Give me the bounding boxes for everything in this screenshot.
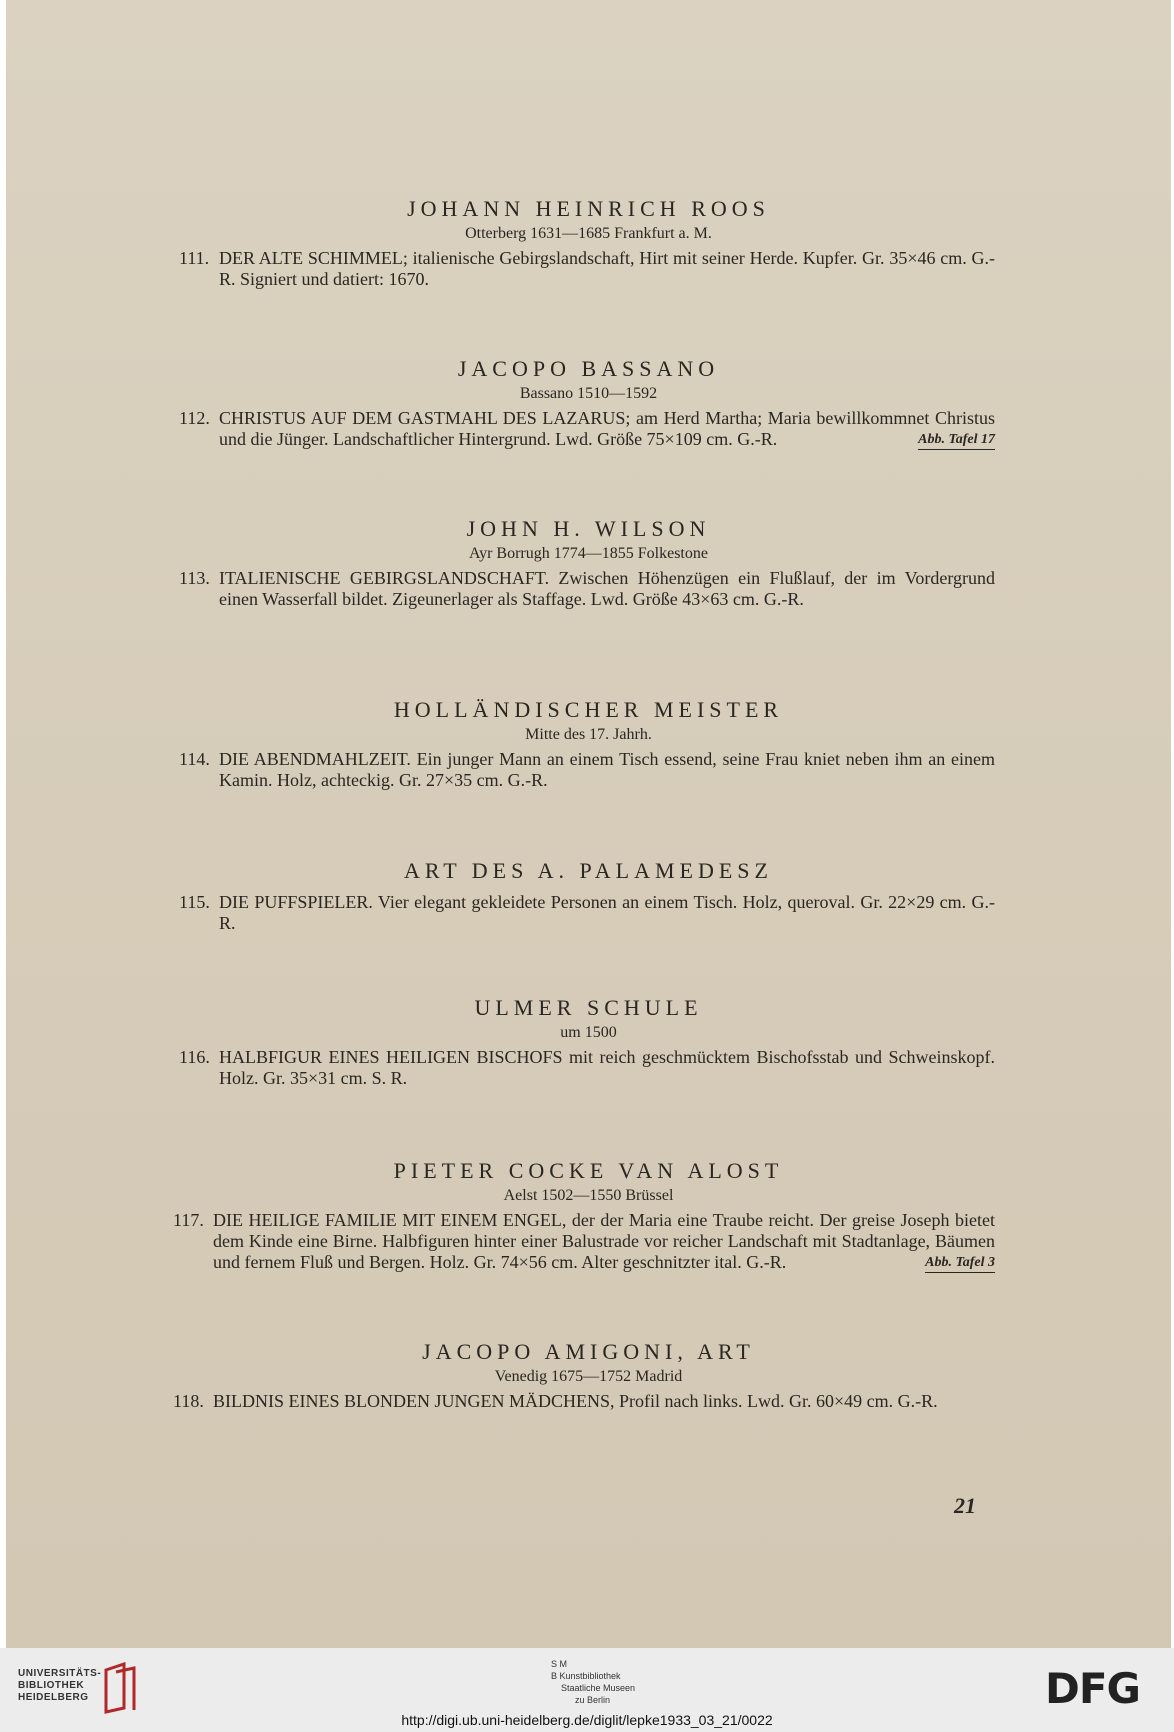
catalog-entry-118 bbox=[6, 1339, 1171, 1412]
item-number: 118. bbox=[173, 1391, 204, 1411]
item-text: DIE PUFFSPIELER. Vier elegant gekleidete Personen an einem Tisch. Holz, queroval. Gr. 22×29 cm. G.-R. bbox=[219, 892, 995, 933]
catalog-entry-114 bbox=[6, 697, 1171, 791]
catalog-entry-115 bbox=[6, 858, 1171, 934]
kunstbibliothek-label[interactable] bbox=[551, 1658, 635, 1706]
item-description bbox=[173, 1210, 995, 1273]
item-text: DIE HEILIGE FAMILIE MIT EINEM ENGEL, der der Maria eine Traube reicht. Der greise Joseph bietet dem Kinde eine Birne. Halbfiguren hinter einer Balustrade vor reicher Landschaft mit Stadtanlage, Bäumen und fernem Fluß und Bergen. Holz. Gr. 74×56 cm. Alter geschnitzter ital. G.-R. bbox=[213, 1210, 995, 1272]
sm-label-line: S M bbox=[551, 1659, 568, 1669]
artist-name: JOHANN HEINRICH ROOS bbox=[407, 196, 770, 221]
item-number: 112. bbox=[179, 408, 210, 428]
catalog-entry-111 bbox=[6, 196, 1171, 290]
digitization-footer bbox=[0, 1648, 1174, 1732]
artist-name: ART DES A. PALAMEDESZ bbox=[404, 858, 773, 883]
item-text: ITALIENISCHE GEBIRGSLANDSCHAFT. Zwischen Höhenzügen ein Flußlauf, der im Vordergrund einen Wasserfall bildet. Zigeunerlager als Staffage. Lwd. Größe 43×63 cm. G.-R. bbox=[219, 568, 995, 609]
artist-name: JACOPO BASSANO bbox=[457, 356, 720, 381]
artist-name: HOLLÄNDISCHER MEISTER bbox=[393, 697, 784, 722]
artist-dates: Ayr Borrugh 1774—1855 Folkestone bbox=[469, 545, 708, 562]
sm-label-line: B Kunstbibliothek bbox=[551, 1671, 621, 1681]
item-number: 114. bbox=[179, 749, 210, 769]
item-description bbox=[179, 568, 995, 610]
artist-dates: Mitte des 17. Jahrh. bbox=[525, 726, 652, 743]
catalog-entry-113 bbox=[6, 516, 1171, 610]
item-number: 113. bbox=[179, 568, 210, 588]
plate-reference: Abb. Tafel 17 bbox=[918, 431, 995, 450]
artist-name: PIETER COCKE VAN ALOST bbox=[393, 1158, 784, 1183]
item-text: BILDNIS EINES BLONDEN JUNGEN MÄDCHENS, Profil nach links. Lwd. Gr. 60×49 cm. G.-R. bbox=[213, 1391, 938, 1411]
catalog-entry-116 bbox=[6, 995, 1171, 1089]
university-logo-icon[interactable] bbox=[100, 1662, 140, 1714]
item-text: DIE ABENDMAHLZEIT. Ein junger Mann an einem Tisch essend, seine Frau kniet neben ihm an einem Kamin. Holz, achteckig. Gr. 27×35 cm. G.-R. bbox=[219, 749, 995, 790]
item-text: CHRISTUS AUF DEM GASTMAHL DES LAZARUS; am Herd Martha; Maria bewillkommnet Christus und die Jünger. Landschaftlicher Hintergrund. Lwd. Größe 75×109 cm. G.-R. bbox=[219, 408, 995, 449]
sm-label-line: Staatliche Museen bbox=[561, 1683, 636, 1693]
university-library-label[interactable] bbox=[18, 1668, 101, 1704]
artist-dates: um 1500 bbox=[560, 1024, 617, 1041]
item-text: HALBFIGUR EINES HEILIGEN BISCHOFS mit reich geschmücktem Bischofsstab und Schweinskopf. Holz. Gr. 35×31 cm. S. R. bbox=[219, 1047, 995, 1088]
item-number: 115. bbox=[179, 892, 210, 912]
uni-label-line: UNIVERSITÄTS- bbox=[18, 1668, 102, 1679]
scanned-page bbox=[6, 0, 1171, 1648]
catalog-entry-117 bbox=[6, 1158, 1171, 1273]
plate-reference: Abb. Tafel 3 bbox=[925, 1254, 995, 1273]
artist-dates: Aelst 1502—1550 Brüssel bbox=[503, 1187, 674, 1204]
item-number: 117. bbox=[173, 1210, 204, 1230]
artist-dates: Venedig 1675—1752 Madrid bbox=[494, 1368, 683, 1385]
dfg-logo[interactable]: DFG bbox=[1045, 1664, 1141, 1713]
artist-name: JACOPO AMIGONI, ART bbox=[422, 1339, 755, 1364]
item-description bbox=[179, 248, 995, 290]
item-description bbox=[179, 1047, 995, 1089]
item-number: 116. bbox=[179, 1047, 210, 1067]
source-url-link[interactable]: http://digi.ub.uni-heidelberg.de/diglit/lepke1933_03_21/0022 bbox=[401, 1712, 773, 1728]
item-description bbox=[173, 1391, 995, 1412]
artist-dates: Bassano 1510—1592 bbox=[519, 385, 658, 402]
item-number: 111. bbox=[179, 248, 210, 268]
sm-label-line: zu Berlin bbox=[575, 1695, 611, 1705]
catalog-entry-112 bbox=[6, 356, 1171, 450]
item-description bbox=[179, 749, 995, 791]
artist-dates: Otterberg 1631—1685 Frankfurt a. M. bbox=[465, 225, 712, 242]
item-text: DER ALTE SCHIMMEL; italienische Gebirgslandschaft, Hirt mit seiner Herde. Kupfer. Gr. 35×46 cm. G.-R. Signiert und datiert: 1670. bbox=[219, 248, 995, 289]
artist-name: JOHN H. WILSON bbox=[466, 516, 711, 541]
artist-name: ULMER SCHULE bbox=[474, 995, 703, 1020]
item-description bbox=[179, 892, 995, 934]
uni-label-line: HEIDELBERG bbox=[18, 1692, 89, 1703]
item-description bbox=[179, 408, 995, 450]
uni-label-line: BIBLIOTHEK bbox=[18, 1680, 85, 1691]
page-number: 21 bbox=[954, 1493, 976, 1518]
